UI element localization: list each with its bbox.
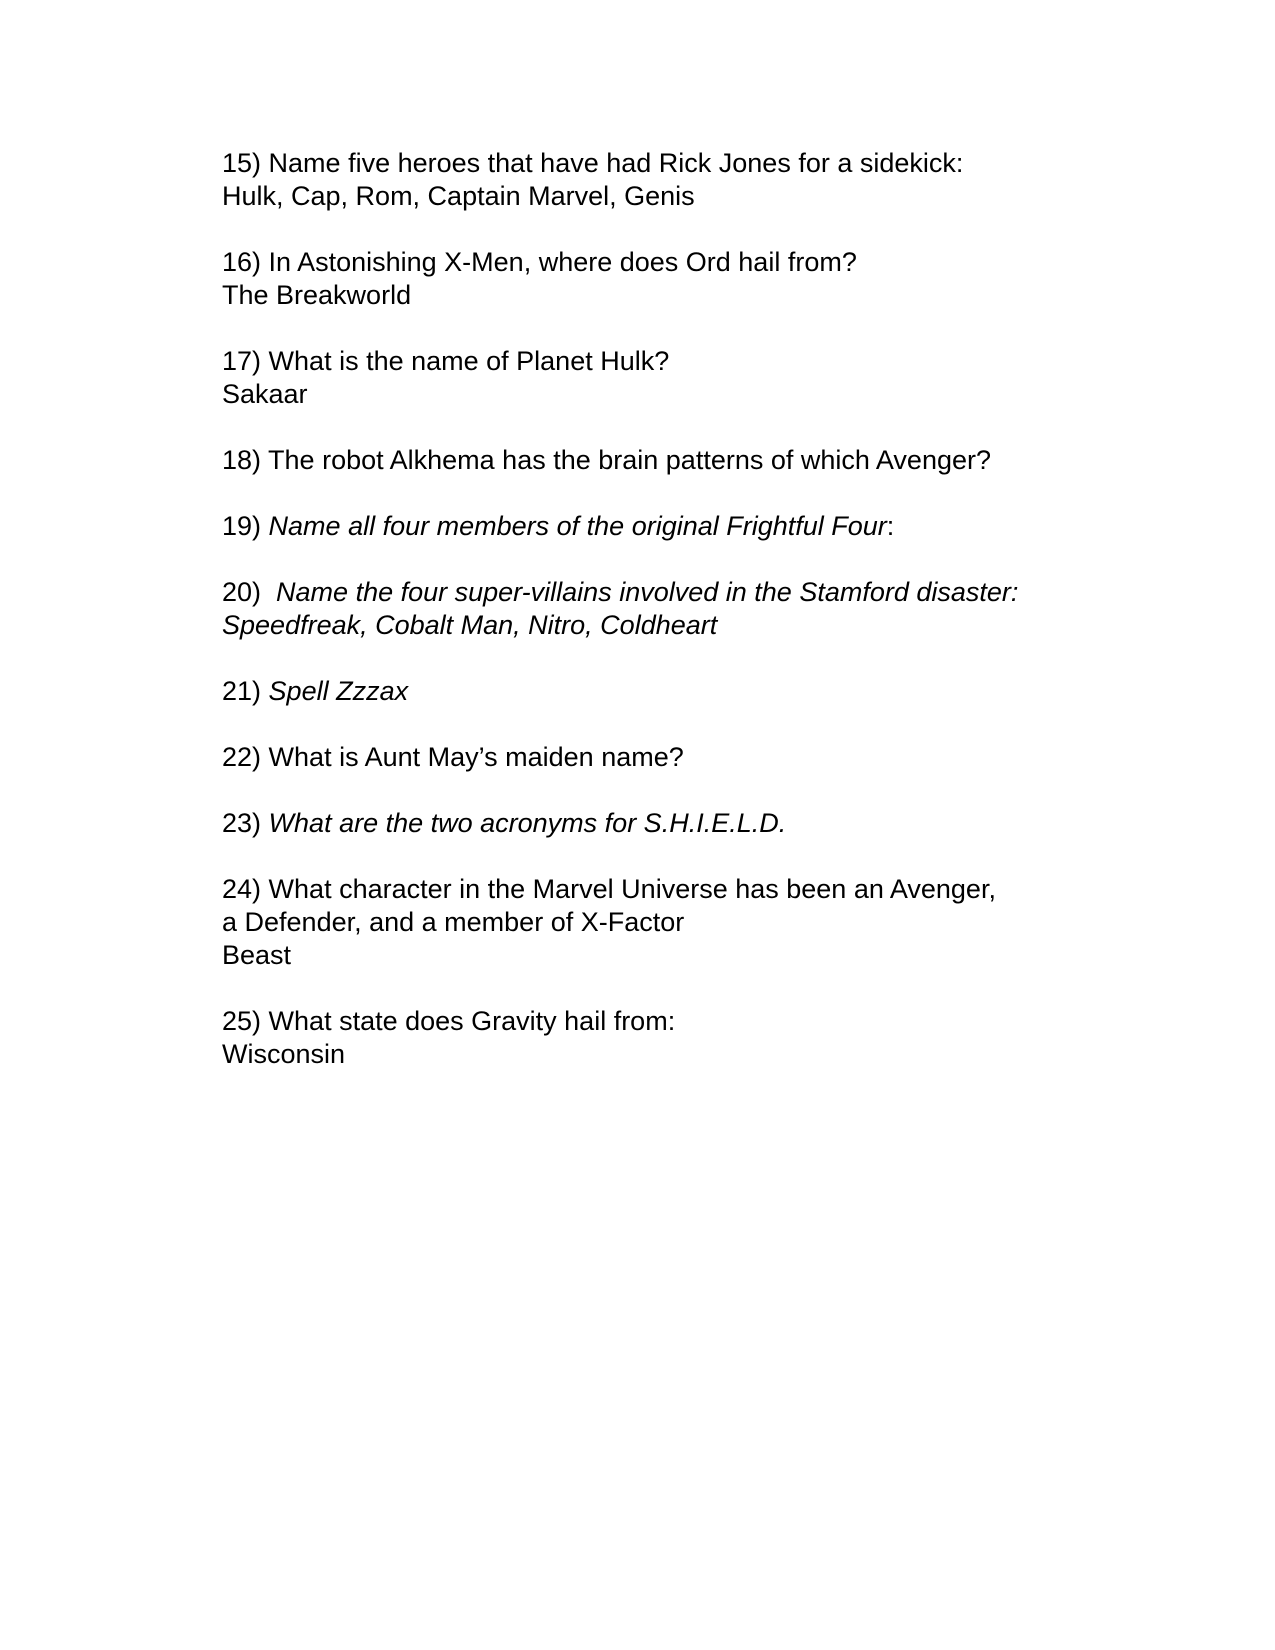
- question-number: 20): [222, 577, 262, 607]
- question-text: The robot Alkhema has the brain patterns of which Avenger?: [268, 445, 991, 475]
- question-24: [222, 873, 1082, 972]
- question-number: 16): [222, 247, 262, 277]
- question-line: [222, 576, 1082, 609]
- question-17: [222, 345, 1082, 411]
- question-21: [222, 675, 1082, 708]
- question-18: [222, 444, 1082, 477]
- question-line: [222, 147, 1082, 180]
- answer-text: Hulk, Cap, Rom, Captain Marvel, Genis: [222, 181, 695, 211]
- question-number: 18): [222, 445, 262, 475]
- question-trailing-colon: :: [886, 511, 895, 541]
- question-line: [222, 741, 1082, 774]
- quiz-content: [222, 147, 1082, 1104]
- question-16: [222, 246, 1082, 312]
- question-text: In Astonishing X-Men, where does Ord hail from?: [268, 247, 857, 277]
- question-text: What are the two acronyms for S.H.I.E.L.D.: [268, 808, 787, 838]
- question-text: What character in the Marvel Universe has been an Avenger,: [268, 874, 996, 904]
- question-text-continued: a Defender, and a member of X-Factor: [222, 907, 685, 937]
- question-23: [222, 807, 1082, 840]
- question-25: [222, 1005, 1082, 1071]
- question-number: 19): [222, 511, 262, 541]
- question-line: [222, 807, 1082, 840]
- question-number: 25): [222, 1006, 262, 1036]
- question-number: 22): [222, 742, 262, 772]
- answer-text: Wisconsin: [222, 1039, 346, 1069]
- question-text: What is the name of Planet Hulk?: [268, 346, 670, 376]
- answer-text: Speedfreak, Cobalt Man, Nitro, Coldheart: [222, 610, 718, 640]
- question-22: [222, 741, 1082, 774]
- question-number: 15): [222, 148, 262, 178]
- question-line: [222, 873, 1082, 906]
- answer-text: Beast: [222, 940, 292, 970]
- question-number: 21): [222, 676, 262, 706]
- question-text: Name five heroes that have had Rick Jones for a sidekick:: [268, 148, 964, 178]
- question-line: [222, 510, 1082, 543]
- question-line: [222, 675, 1082, 708]
- question-text: What is Aunt May’s maiden name?: [268, 742, 684, 772]
- question-text: What state does Gravity hail from:: [268, 1006, 676, 1036]
- question-text: Spell Zzzax: [268, 676, 409, 706]
- question-text: Name all four members of the original Frightful Four: [268, 511, 887, 541]
- question-line: [222, 1005, 1082, 1038]
- question-text: Name the four super-villains involved in the Stamford disaster:: [276, 577, 1019, 607]
- question-number: 17): [222, 346, 262, 376]
- question-number: 23): [222, 808, 262, 838]
- question-line: [222, 345, 1082, 378]
- answer-text: The Breakworld: [222, 280, 412, 310]
- question-line: [222, 246, 1082, 279]
- question-15: [222, 147, 1082, 213]
- question-19: [222, 510, 1082, 543]
- question-line: [222, 444, 1082, 477]
- answer-text: Sakaar: [222, 379, 308, 409]
- question-number: 24): [222, 874, 262, 904]
- question-20: [222, 576, 1082, 642]
